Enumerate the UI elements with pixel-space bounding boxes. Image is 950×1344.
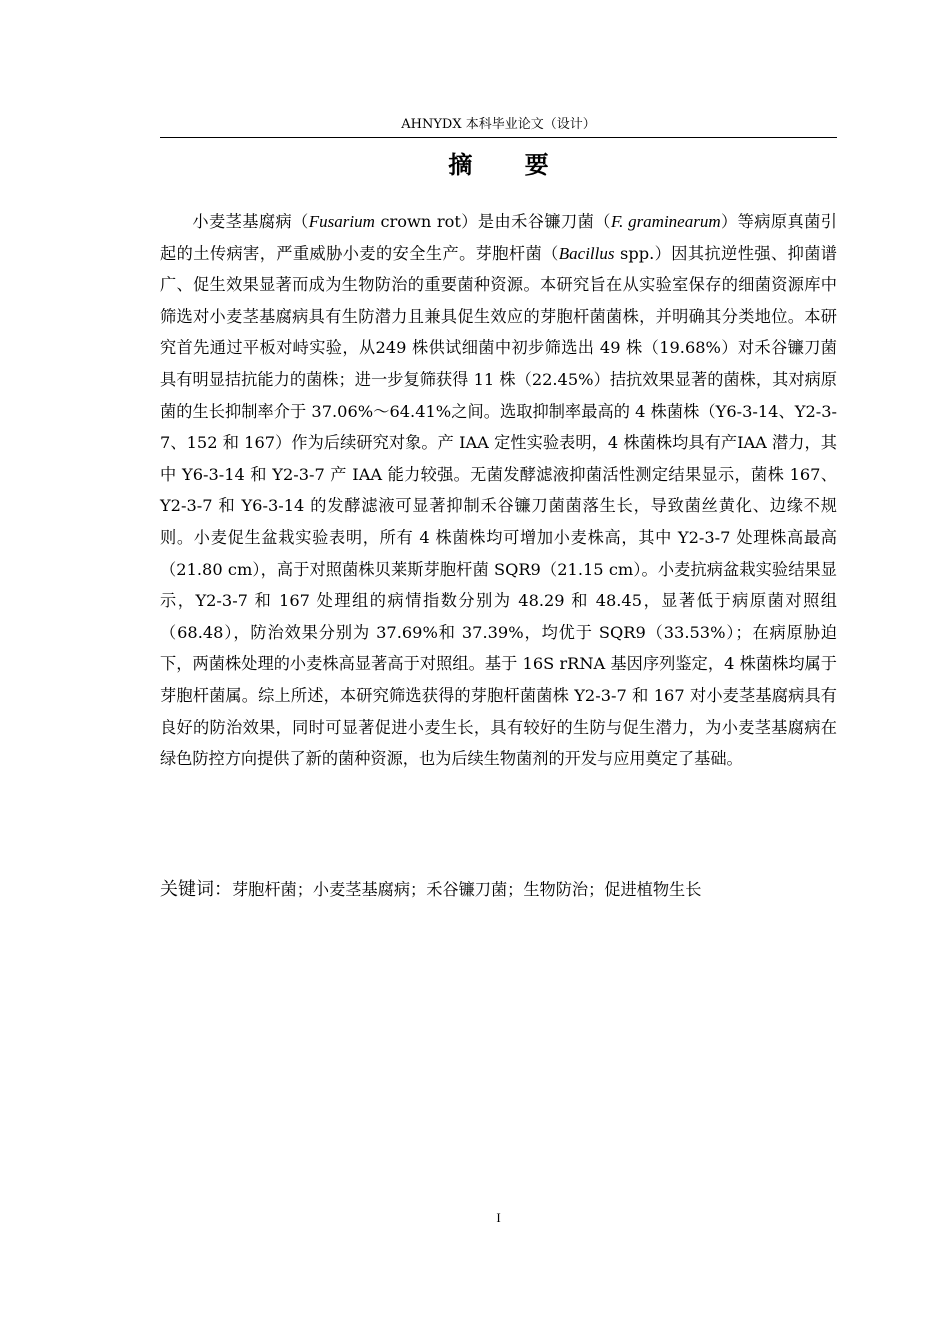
- abstract-body: [160, 206, 837, 775]
- running-header: AHNYDX 本科毕业论文（设计）: [401, 117, 596, 132]
- page-number: I: [496, 1210, 501, 1225]
- genus-bacillus: Bacillus: [558, 243, 615, 263]
- abstract-text-2: crown rot）是由禾谷镰刀菌（: [374, 212, 611, 231]
- species-f-graminearum: F. graminearum: [610, 212, 721, 231]
- abstract-text-3: ）等病原真菌引起的土传病害，严重威胁小麦的安全生产。芽胞杆菌（: [160, 212, 837, 263]
- abstract-text-4: spp.）因其抗逆性强、抑菌谱广、促生效果显著而成为生物防治的重要菌种资源。本研究旨在从实验室保存的细菌资源库中筛选对小麦茎基腐病具有生防潜力且兼具促生效应的芽胞杆菌菌株，并明确其分类地位。本研究首先通过平板对峙实验，从249 株供试细菌中初步筛选出 49 株（19.68%）对禾谷镰刀菌具有明显拮抗能力的菌株；进一步复筛获得 11 株（22.45%）拮抗效果显著的菌株，其对病原菌的生长抑制率介于 37.06%～64.41%之间。选取抑制率最高的 4 株菌株（Y6-3-14、Y2-3-7、152 和 167）作为后续研究对象。产 IAA 定性实验表明，4 株菌株均具有产IAA 潜力，其中 Y6-3-14 和 Y2-3-7 产 IAA 能力较强。无菌发酵滤液抑菌活性测定结果显示，菌株 167、Y2-3-7 和 Y6-3-14 的发酵滤液可显著抑制禾谷镰刀菌菌落生长，导致菌丝黄化、边缘不规则。小麦促生盆栽实验表明，所有 4 株菌株均可增加小麦株高，其中 Y2-3-7 处理株高最高（21.80 cm），高于对照菌株贝莱斯芽胞杆菌 SQR9（21.15 cm）。小麦抗病盆栽实验结果显示，Y2-3-7 和 167 处理组的病情指数分别为 48.29 和 48.45，显著低于病原菌对照组（68.48），防治效果分别为 37.69%和 37.39%，均优于 SQR9（33.53%）；在病原胁迫下，两菌株处理的小麦株高显著高于对照组。基于 16S rRNA 基因序列鉴定，4 株菌株均属于芽胞杆菌属。综上所述，本研究筛选获得的芽胞杆菌菌株 Y2-3-7 和 167 对小麦茎基腐病具有良好的防治效果，同时可显著促进小麦生长，具有较好的生防与促生潜力，为小麦茎基腐病在绿色防控方向提供了新的菌种资源，也为后续生物菌剂的开发与应用奠定了基础。: [160, 243, 837, 769]
- keywords-text: 芽胞杆菌；小麦茎基腐病；禾谷镰刀菌；生物防治；促进植物生长: [232, 880, 702, 899]
- keywords-label: 关键词：: [160, 879, 232, 900]
- abstract-text-1: 小麦茎基腐病（: [192, 212, 309, 231]
- header-rule: [160, 137, 837, 138]
- genus-fusarium: Fusarium: [308, 212, 375, 231]
- abstract-title: 摘 要: [448, 151, 571, 179]
- keywords-line: [160, 874, 837, 906]
